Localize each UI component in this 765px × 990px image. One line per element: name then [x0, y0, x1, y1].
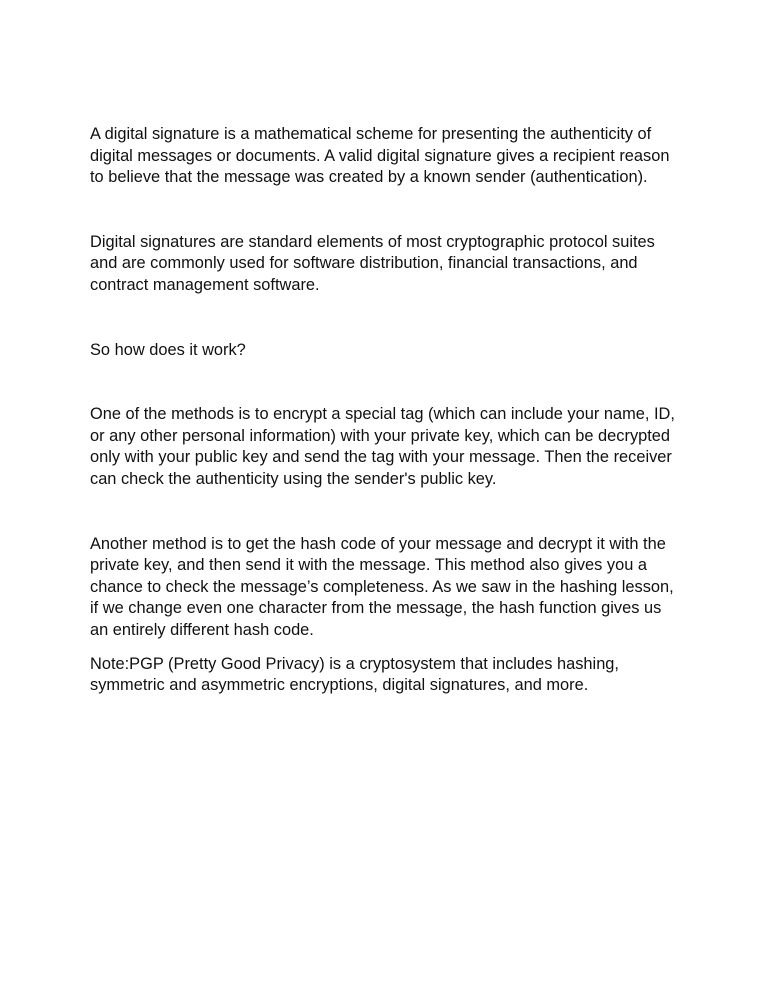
paragraph-usage: Digital signatures are standard elements of most cryptographic protocol suites and are commonly used for software distribution, financial transactions, and contract management software.: [90, 232, 655, 294]
document-body: [90, 124, 682, 697]
paragraph-question: So how does it work?: [90, 340, 246, 359]
paragraph-definition: A digital signature is a mathematical scheme for presenting the authenticity of digital messages or documents. A valid digital signature gives a recipient reason to believe that the message was created by a known sender (authentication).: [90, 125, 670, 187]
paragraph-note: Note:PGP (Pretty Good Privacy) is a cryptosystem that includes hashing, symmetric and asymmetric encryptions, digital signatures, and more.: [90, 654, 619, 695]
paragraph-method-two: Another method is to get the hash code of your message and decrypt it with the private key, and then send it with the message. This method also gives you a chance to check the message’s completeness. As we saw in the hashing lesson, if we change even one character from the message, the hash function gives us an entirely different hash code.: [90, 534, 674, 639]
paragraph-method-one: One of the methods is to encrypt a special tag (which can include your name, ID, or any other personal information) with your private key, which can be decrypted only with your public key and send the tag with your message. Then the receiver can check the authenticity using the sender's public key.: [90, 405, 675, 488]
